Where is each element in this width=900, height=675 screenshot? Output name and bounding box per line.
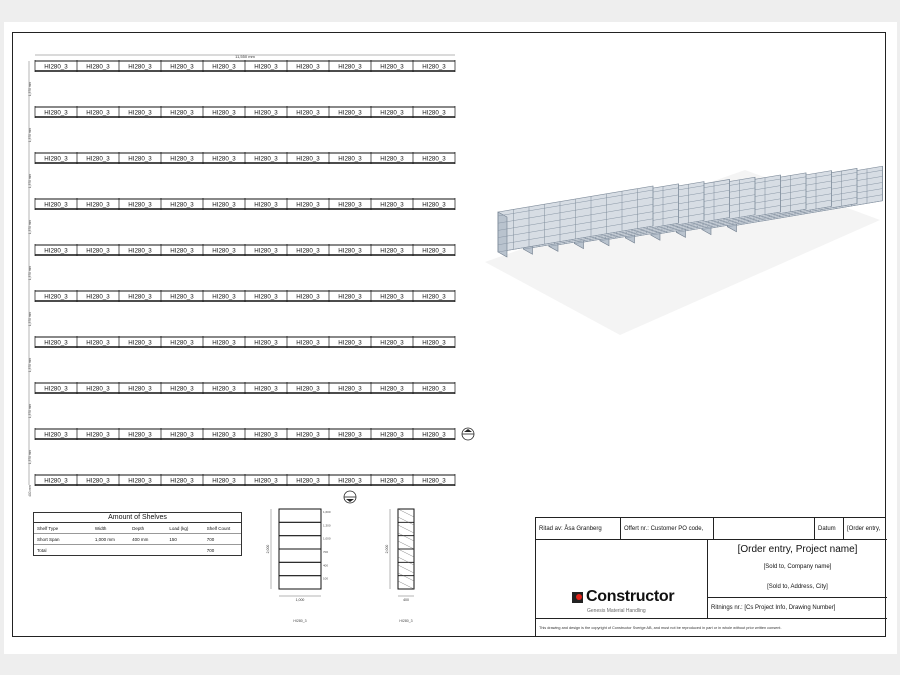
shelf-label: HI280_3 <box>128 477 152 485</box>
side-bracing <box>398 581 414 589</box>
shelf-label: HI280_3 <box>86 293 110 301</box>
shelf-label: HI280_3 <box>380 431 404 439</box>
shelf-label: HI280_3 <box>380 109 404 117</box>
shelf-label: HI280_3 <box>212 339 236 347</box>
shelf-label: HI280_3 <box>170 385 194 393</box>
header-load: Load (kg) <box>169 525 189 531</box>
shelf-label: HI280_3 <box>44 385 68 393</box>
front-caption: HI280_3 <box>293 619 307 623</box>
shelf-label: HI280_3 <box>86 201 110 209</box>
shelf-label: HI280_3 <box>296 109 320 117</box>
shelf-label: HI280_3 <box>338 109 362 117</box>
shelf-label: HI280_3 <box>338 201 362 209</box>
shelf-label: HI280_3 <box>44 201 68 209</box>
side-bracing <box>398 549 414 557</box>
shelf-label: HI280_3 <box>422 201 446 209</box>
floor-plan <box>28 54 455 497</box>
shelf-label: HI280_3 <box>296 477 320 485</box>
shelf-label: HI280_3 <box>44 247 68 255</box>
shelf-label: HI280_3 <box>86 155 110 163</box>
cell: 150 <box>169 536 177 542</box>
shelf-label: HI280_3 <box>380 247 404 255</box>
front-level-label: 1,300 <box>323 523 331 528</box>
cell: Total <box>37 547 47 553</box>
aisle-dimension-label: 1,370 mm <box>28 81 32 97</box>
side-width-label: 400 <box>403 598 409 602</box>
shelf-label: HI280_3 <box>380 477 404 485</box>
shelf-label: HI280_3 <box>212 247 236 255</box>
shelf-label: HI280_3 <box>86 431 110 439</box>
shelf-label: HI280_3 <box>422 293 446 301</box>
shelf-label: HI280_3 <box>254 63 278 71</box>
shelf-label: HI280_3 <box>128 293 152 301</box>
shelf-label: HI280_3 <box>212 109 236 117</box>
shelf-label: HI280_3 <box>338 247 362 255</box>
shelf-label: HI280_3 <box>212 477 236 485</box>
side-bracing <box>398 565 414 573</box>
shelf-label: HI280_3 <box>170 155 194 163</box>
shelf-label: HI280_3 <box>44 477 68 485</box>
front-width-label: 1,000 <box>295 598 305 602</box>
shelf-label: HI280_3 <box>128 247 152 255</box>
shelf-label: HI280_3 <box>422 155 446 163</box>
shelf-label: HI280_3 <box>86 477 110 485</box>
shelf-label: HI280_3 <box>338 293 362 301</box>
shelf-summary-table <box>33 512 242 556</box>
drawn-by: Ritad av: Åsa Granberg <box>536 518 621 540</box>
aisle-dimension-label: 1,370 mm <box>28 449 32 465</box>
drawing-number-value: [Cs Project Info, Drawing Number] <box>744 605 836 611</box>
section-marker-right[interactable] <box>462 428 474 440</box>
shelf-label: HI280_3 <box>254 385 278 393</box>
shelf-label: HI280_3 <box>296 385 320 393</box>
sold-to-address: [Sold to, Address, City] <box>767 584 828 590</box>
rack-end-frame <box>498 212 507 257</box>
shelf-label: HI280_3 <box>380 339 404 347</box>
table-row <box>34 534 241 545</box>
shelf-label: HI280_3 <box>212 155 236 163</box>
shelf-label: HI280_3 <box>170 247 194 255</box>
shelf-label: HI280_3 <box>170 477 194 485</box>
shelf-label: HI280_3 <box>380 201 404 209</box>
shelf-label: HI280_3 <box>128 339 152 347</box>
shelf-label: HI280_3 <box>296 63 320 71</box>
shelf-label: HI280_3 <box>254 201 278 209</box>
shelf-label: HI280_3 <box>170 109 194 117</box>
shelf-label: HI280_3 <box>296 293 320 301</box>
table-row <box>34 545 241 555</box>
shelf-label: HI280_3 <box>170 63 194 71</box>
side-bracing <box>398 541 414 549</box>
shelf-label: HI280_3 <box>380 385 404 393</box>
isometric-3d-view <box>485 166 883 335</box>
shelf-label: HI280_3 <box>128 109 152 117</box>
shelf-label: HI280_3 <box>338 477 362 485</box>
shelf-label: HI280_3 <box>254 339 278 347</box>
logo-text: Constructor <box>586 588 675 605</box>
shelf-label: HI280_3 <box>422 63 446 71</box>
aisle-dimension-label: 400 mm <box>28 485 32 497</box>
logo-subtitle: Genesis Material Handling <box>587 608 646 614</box>
aisle-dimension-label: 1,370 mm <box>28 265 32 281</box>
front-level-label: 700 <box>323 550 329 554</box>
shelf-label: HI280_3 <box>338 155 362 163</box>
header-shelf-count: Shelf Count <box>206 525 231 531</box>
shelf-label: HI280_3 <box>254 155 278 163</box>
front-level-label: 100 <box>323 576 329 581</box>
front-height-label: 2,000 <box>266 544 270 554</box>
blank-field <box>714 518 815 540</box>
side-bracing <box>398 533 414 541</box>
shelf-label: HI280_3 <box>44 339 68 347</box>
shelf-label: HI280_3 <box>254 247 278 255</box>
shelf-label: HI280_3 <box>254 109 278 117</box>
shelf-label: HI280_3 <box>212 385 236 393</box>
shelf-label: HI280_3 <box>44 109 68 117</box>
table-title: Amount of Shelves <box>34 513 241 523</box>
side-bracing <box>398 573 414 581</box>
aisle-dimension-label: 1,370 mm <box>28 127 32 143</box>
constructor-logo <box>572 588 674 606</box>
shelf-label: HI280_3 <box>170 293 194 301</box>
shelf-label: HI280_3 <box>86 385 110 393</box>
drawing-number <box>708 597 887 619</box>
side-height-label: 2,000 <box>385 544 389 554</box>
shelf-label: HI280_3 <box>86 63 110 71</box>
shelf-label: HI280_3 <box>44 293 68 301</box>
date-label: Datum <box>815 518 844 540</box>
side-bracing <box>398 525 414 533</box>
logo-area <box>536 540 708 619</box>
section-marker-bottom[interactable] <box>344 491 356 503</box>
shelf-label: HI280_3 <box>128 201 152 209</box>
aisle-dimension-label: 1,370 mm <box>28 311 32 327</box>
header-depth: Depth <box>132 525 145 531</box>
shelf-label: HI280_3 <box>380 63 404 71</box>
shelf-label: HI280_3 <box>422 431 446 439</box>
shelf-label: HI280_3 <box>296 155 320 163</box>
side-bracing <box>398 557 414 565</box>
shelf-label: HI280_3 <box>44 63 68 71</box>
front-level-label: 1,000 <box>323 536 331 541</box>
cell: 700 <box>206 547 215 553</box>
shelf-label: HI280_3 <box>296 431 320 439</box>
shelf-label: HI280_3 <box>422 339 446 347</box>
shelf-label: HI280_3 <box>212 293 236 301</box>
aisle-dimension-label: 1,370 mm <box>28 357 32 373</box>
shelf-label: HI280_3 <box>296 339 320 347</box>
side-bracing <box>398 517 414 525</box>
side-bracing <box>398 509 414 517</box>
shelf-label: HI280_3 <box>254 293 278 301</box>
shelf-label: HI280_3 <box>170 431 194 439</box>
shelf-label: HI280_3 <box>296 247 320 255</box>
shelf-label: HI280_3 <box>254 431 278 439</box>
aisle-dimension-label: 1,370 mm <box>28 403 32 419</box>
shelf-label: HI280_3 <box>212 201 236 209</box>
shelf-label: HI280_3 <box>380 155 404 163</box>
shelf-label: HI280_3 <box>128 155 152 163</box>
shelf-label: HI280_3 <box>254 477 278 485</box>
side-caption: HI280_3 <box>399 619 413 623</box>
quote-number: Offert nr.: Customer PO code, <box>621 518 714 540</box>
shelf-label: HI280_3 <box>212 431 236 439</box>
constructor-logo-icon <box>572 592 583 603</box>
shelf-label: HI280_3 <box>86 109 110 117</box>
shelf-label: HI280_3 <box>86 339 110 347</box>
shelf-label: HI280_3 <box>338 339 362 347</box>
shelf-label: HI280_3 <box>380 293 404 301</box>
shelf-label: HI280_3 <box>44 431 68 439</box>
shelf-label: HI280_3 <box>212 63 236 71</box>
shelf-label: HI280_3 <box>44 155 68 163</box>
cell: 400 mm <box>132 536 149 542</box>
shelf-label: HI280_3 <box>170 201 194 209</box>
header-width: Width <box>94 525 107 531</box>
shelf-label: HI280_3 <box>338 385 362 393</box>
shelf-label: HI280_3 <box>128 385 152 393</box>
aisle-dimension-label: 1,370 mm <box>28 219 32 235</box>
shelf-label: HI280_3 <box>128 431 152 439</box>
cell: 1,000 mm <box>94 536 115 542</box>
front-level-label: 400 <box>323 563 329 568</box>
cell: 700 <box>206 536 215 542</box>
shelf-label: HI280_3 <box>338 431 362 439</box>
project-name: [Order entry, Project name] <box>737 543 858 555</box>
drawing-number-label: Ritnings nr.: <box>711 605 743 611</box>
cell: Short Span <box>37 536 60 542</box>
shelf-label: HI280_3 <box>86 247 110 255</box>
date-value: [Order entry, <box>844 518 887 540</box>
sold-to-company: [Sold to, Company name] <box>763 564 832 570</box>
header-shelf-type: Shelf Type <box>37 525 59 531</box>
shelf-label: HI280_3 <box>128 63 152 71</box>
front-elevation <box>266 509 331 623</box>
shelf-label: HI280_3 <box>296 201 320 209</box>
shelf-label: HI280_3 <box>422 385 446 393</box>
shelf-label: HI280_3 <box>338 63 362 71</box>
overall-dimension-label: 11,550 mm <box>235 54 255 59</box>
aisle-dimension-label: 1,370 mm <box>28 173 32 189</box>
front-level-label: 1,600 <box>323 510 331 514</box>
title-block <box>535 517 886 637</box>
shelf-label: HI280_3 <box>422 477 446 485</box>
copyright-notice: This drawing and design is the copyright of Constructor Sverige AB, and must not be reproduced in part or in whole without prior written consent. <box>539 625 782 630</box>
shelf-label: HI280_3 <box>422 109 446 117</box>
shelf-label: HI280_3 <box>422 247 446 255</box>
side-elevation <box>385 509 414 623</box>
table-header-row <box>34 523 241 534</box>
shelf-label: HI280_3 <box>170 339 194 347</box>
